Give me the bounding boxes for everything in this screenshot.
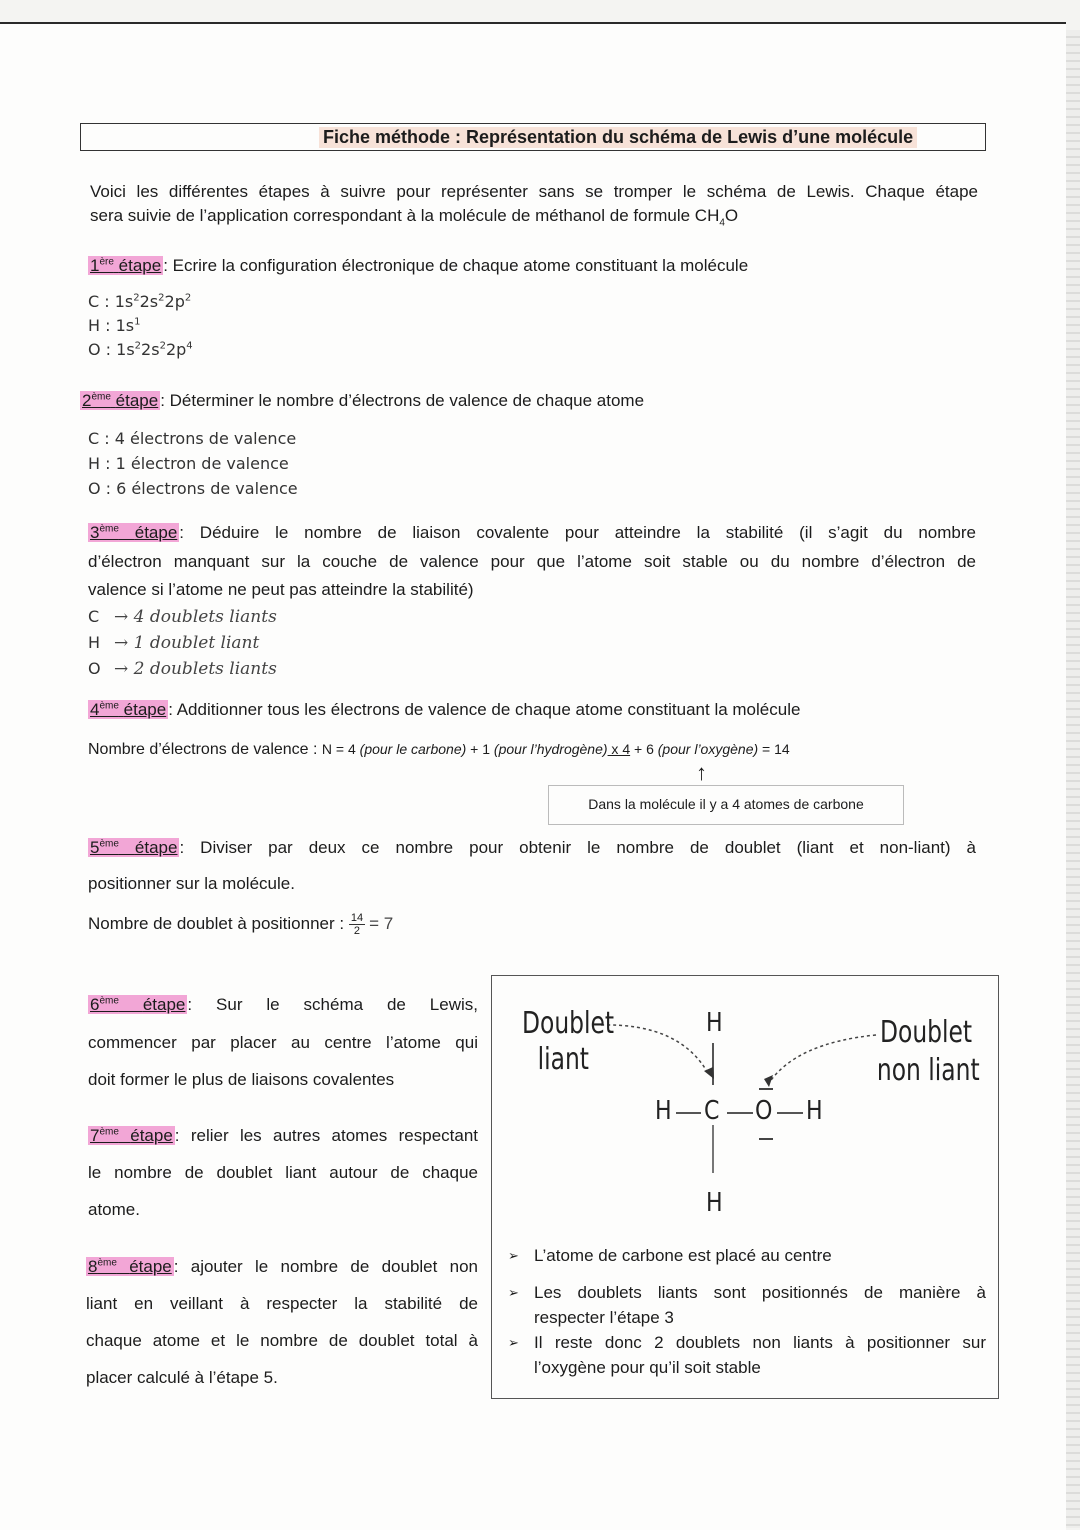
step1-heading: 1ère étape : Ecrire la configuration électronique de chaque atome constituant la molécule — [90, 256, 749, 275]
arrow-bullet-icon: ➢ — [508, 1285, 519, 1300]
atom-c: C — [704, 1096, 720, 1126]
step4-label: 4ème étape — [90, 700, 167, 719]
step7-line-3: atome. — [88, 1200, 140, 1219]
step8-line-4: placer calculé à l’étape 5. — [86, 1368, 278, 1387]
intro-line-2: sera suivie de l’application correspondant à la molécule de méthanol de formule $CH_4O$ — [90, 206, 739, 229]
title-box — [80, 123, 986, 151]
atom-h-top: H — [706, 1008, 723, 1038]
atom-o: O — [755, 1096, 773, 1126]
bullet-item: ➢ Il reste donc 2 doublets non liants à positionner sur l’oxygène pour qu’il soit stable — [508, 1330, 986, 1380]
step8-line-2: liant en veillant à respecter la stabilité de — [86, 1294, 478, 1313]
step5-label: 5ème étape — [90, 838, 178, 857]
step3-heading: 3ème étape : Déduire le nombre de liaison covalente pour atteindre la stabilité (il s’agit du nombre — [90, 523, 976, 542]
step8-label: 8ème étape — [88, 1257, 172, 1276]
arrow-bullet-icon: ➢ — [508, 1248, 519, 1263]
config-o: O : $1s^22s^22p^4$ — [88, 340, 193, 359]
bullet-item: ➢ Les doublets liants sont positionnés de manière à respecter l’étape 3 — [508, 1280, 986, 1330]
arrow-bullet-icon: ➢ — [508, 1335, 519, 1350]
note-box: Dans la molécule il y a 4 atomes de carbone — [548, 785, 904, 825]
valence-c: C : 4 électrons de valence — [88, 429, 297, 448]
page-title: Fiche méthode : Représentation du schéma de Lewis d’une molécule — [319, 127, 917, 148]
step6-label: 6ème étape — [90, 995, 186, 1014]
arrow-liant — [601, 1025, 709, 1075]
arrow-nonliant — [769, 1035, 876, 1083]
step3-values — [88, 604, 277, 682]
atom-h-right: H — [806, 1096, 823, 1126]
step8-line-3: chaque atome et le nombre de doublet total à — [86, 1331, 478, 1350]
fraction: $\frac{14}{2}$ — [350, 912, 364, 938]
valence-h: H : 1 électron de valence — [88, 454, 289, 473]
diagram-bullets — [508, 1243, 986, 1380]
liaison-h: H → 1 doublet liant — [88, 633, 260, 653]
page-edge — [1066, 30, 1080, 1528]
step2-label: 2ème étape — [82, 391, 159, 410]
intro-line-1: Voici les différentes étapes à suivre pour représenter sans se tromper le schéma de Lewis. Chaque étape — [90, 182, 978, 201]
step5-heading: 5ème étape : Diviser par deux ce nombre pour obtenir le nombre de doublet (liant et non-liant) à — [90, 838, 976, 857]
liaison-o: O → 2 doublets liants — [88, 659, 277, 679]
atom-h-left: H — [655, 1096, 672, 1126]
step4-heading: 4ème étape : Additionner tous les électrons de valence de chaque atome constituant la molécule — [90, 700, 801, 719]
step3-line-3: valence si l’atome ne peut pas atteindre la stabilité) — [88, 580, 474, 599]
label-doublet-non-liant: Doublet non liant — [876, 1015, 980, 1088]
step7-label: 7ème étape — [90, 1126, 173, 1145]
step4-calculation: Nombre d’électrons de valence : N = 4 (pour le carbone) + 1 (pour l’hydrogène) x 4 + 6 (pour l’oxygène) = 14 — [88, 741, 790, 758]
liaison-c: C → 4 doublets liants — [88, 607, 277, 627]
step7-heading: 7ème étape : relier les autres atomes respectant — [90, 1126, 478, 1145]
arrowhead-nonliant — [764, 1075, 773, 1087]
step7-line-2: le nombre de doublet liant autour de chaque — [88, 1163, 478, 1182]
valence-o: O : 6 électrons de valence — [88, 479, 298, 498]
arrowhead-liant — [704, 1067, 714, 1079]
bullet-item: ➢ L’atome de carbone est placé au centre — [508, 1243, 986, 1268]
step6-heading: 6ème étape : Sur le schéma de Lewis, — [90, 995, 478, 1014]
step6-line-3: doit former le plus de liaisons covalentes — [88, 1070, 395, 1089]
step8-heading: 8ème étape : ajouter le nombre de doublet non — [88, 1257, 478, 1276]
step3-label: 3ème étape — [90, 523, 178, 542]
step2-heading: 2ème étape : Déterminer le nombre d’électrons de valence de chaque atome — [82, 391, 645, 410]
step1-configs — [88, 290, 193, 362]
step6-line-2: commencer par placer au centre l’atome qui — [88, 1033, 478, 1052]
step5-calculation: Nombre de doublet à positionner : $\frac{14}{2}$ = 7 — [88, 912, 394, 938]
label-doublet-liant: Doublet liant — [522, 1006, 615, 1077]
config-c: C : $1s^22s^22p^2$ — [88, 292, 192, 311]
step5-line-2: positionner sur la molécule. — [88, 874, 295, 893]
step1-label: 1ère étape — [90, 256, 162, 275]
step2-values — [88, 426, 298, 501]
atom-h-bottom: H — [706, 1188, 723, 1218]
config-h: H : $1s^1$ — [88, 316, 141, 335]
up-arrow-icon: ↑ — [696, 760, 707, 785]
step3-line-2: d’électron manquant sur la couche de valence pour que l’atome soit stable ou du nombre d’électron de — [88, 552, 976, 571]
